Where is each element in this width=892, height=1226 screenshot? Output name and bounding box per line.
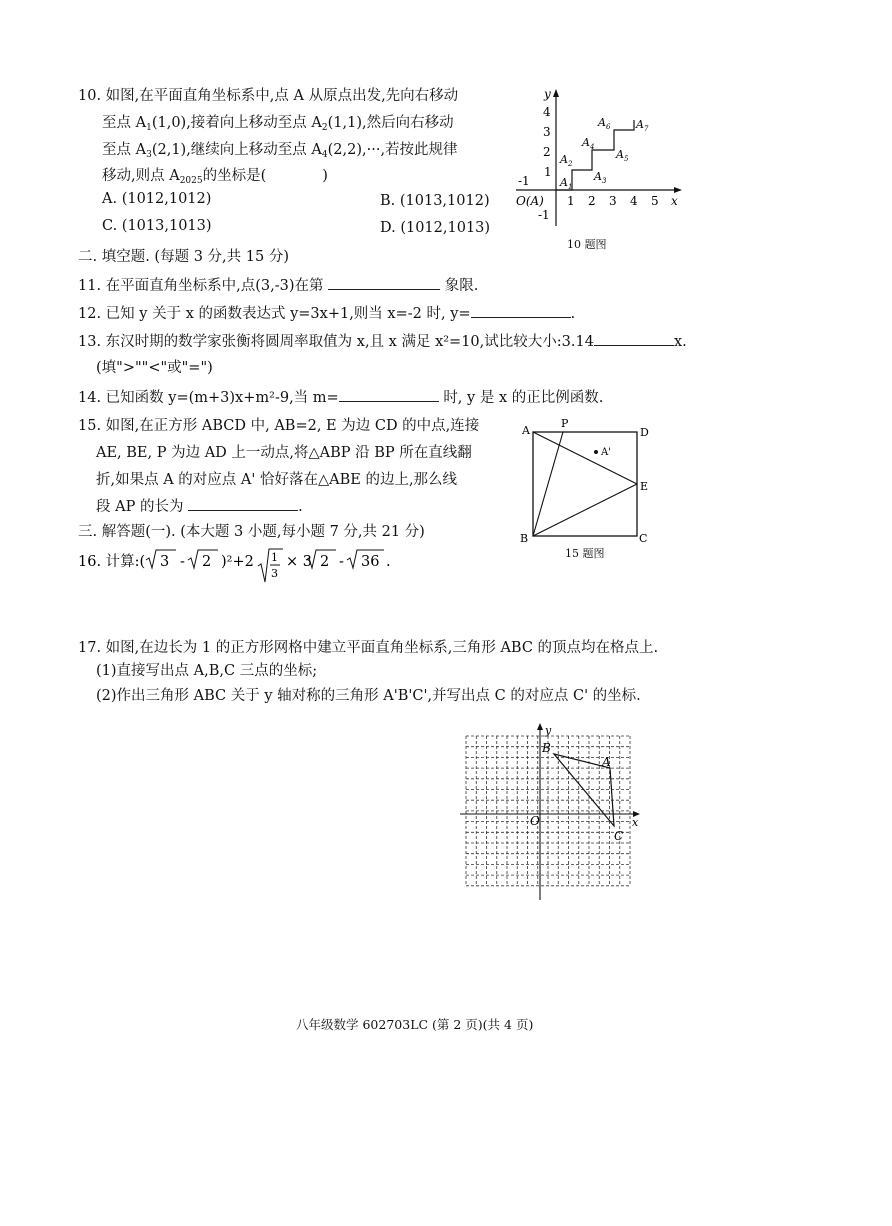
fig10-xtick: 2 [588, 194, 596, 208]
figure-15 [515, 416, 655, 546]
fig10-point-a2: $A_2$ [560, 153, 573, 168]
q16-frac-den: 3 [271, 567, 278, 580]
q10-option-d: D. (1012,1013) [380, 220, 491, 236]
q10-option-a: A. (1012,1012) [102, 191, 212, 207]
q17-part2: (2)作出三角形 ABC 关于 y 轴对称的三角形 A'B'C',并写出点 C 的对应点 C' 的坐标. [96, 688, 641, 704]
section-3-heading: 三. 解答题(一). (本大题 3 小题,每小题 7 分,共 21 分) [78, 524, 425, 540]
fig10-ytick: 3 [543, 125, 551, 139]
fig15-label-a: A [522, 424, 530, 437]
fig10-origin: O(A) [516, 194, 544, 208]
fig10-xtick: 4 [630, 194, 638, 208]
q16-minus: - [180, 554, 185, 570]
q16-prefix: 16. 计算:( [78, 554, 146, 570]
fig15-label-p: P [561, 417, 569, 430]
fig10-ytick: 2 [543, 145, 551, 159]
fig15-label-c: C [639, 532, 648, 545]
q16-minus2: - [339, 554, 344, 570]
fig15-label-d: D [640, 426, 649, 439]
figure-15-caption: 15 题图 [565, 547, 605, 560]
fig15-be [533, 484, 637, 536]
section-2-heading: 二. 填空题. (每题 3 分,共 15 分) [78, 249, 289, 265]
q14: 14. 已知函数 y=(m+3)x+m²-9,当 m= 时, y 是 x 的正比例函数. [78, 386, 603, 407]
fig17-label-b: B [542, 741, 551, 755]
fig10-xtick: 5 [651, 194, 659, 208]
q16-root2: 2 [202, 554, 212, 570]
fig10-point-a4: $A_4$ [582, 136, 595, 151]
q10-option-b: B. (1013,1012) [380, 193, 490, 209]
q15-line2: AE, BE, P 为边 AD 上一动点,将△ABP 沿 BP 所在直线翻 [96, 445, 472, 461]
q10-line1: 10. 如图,在平面直角坐标系中,点 A 从原点出发,先向右移动 [78, 88, 459, 104]
fig17-label-a: A [602, 755, 611, 769]
q16-mid: )²+2 [221, 554, 254, 570]
fig17-label-c: C [614, 829, 624, 843]
q15-line3: 折,如果点 A 的对应点 A' 恰好落在△ABE 的边上,那么线 [96, 472, 458, 488]
fig15-label-a-prime: A' [601, 447, 611, 458]
q11: 11. 在平面直角坐标系中,点(3,-3)在第 象限. [78, 274, 478, 295]
fig15-ae [533, 432, 637, 484]
q12: 12. 已知 y 关于 x 的函数表达式 y=3x+1,则当 x=-2 时, y= . [78, 302, 575, 323]
figure-10 [508, 86, 688, 236]
fig10-point-a3: $A_3$ [594, 170, 607, 185]
fig10-point-a1: $A_1$ [560, 176, 573, 191]
q16-root36: 36 [361, 554, 380, 570]
q15-line4: 段 AP 的长为 . [96, 495, 303, 516]
fig10-point-a7: $A_7$ [636, 118, 649, 133]
q10-line2: 至点 $A_1(1,0)$,接着向上移动至点 $A_2(1,1)$,然后向右移动 [102, 115, 454, 133]
q13-line2: (填">""<"或"=") [96, 360, 213, 376]
fig10-point-a6: $A_6$ [598, 116, 611, 131]
fig15-label-b: B [520, 532, 529, 545]
q17-line1: 17. 如图,在边长为 1 的正方形网格中建立平面直角坐标系,三角形 ABC 的顶点均在格点上. [78, 640, 659, 656]
figure-10-caption: 10 题图 [567, 238, 607, 251]
fig10-xtick: 1 [567, 194, 575, 208]
fig15-point-a-prime [594, 450, 598, 454]
fig17-origin: O [530, 814, 540, 828]
q10-option-c: C. (1013,1013) [102, 218, 212, 234]
fig10-xtick: 3 [609, 194, 617, 208]
q13: 13. 东汉时期的数学家张衡将圆周率取值为 x,且 x 满足 x²=10,试比较大小:3.14 x. [78, 330, 687, 351]
fig10-neg-one: -1 [518, 174, 530, 188]
fig10-ytick: 1 [544, 165, 552, 179]
fig10-point-a5: $A_5$ [616, 148, 629, 163]
fig17-x-label: x [632, 816, 639, 829]
figure-17 [458, 722, 648, 902]
q17-part1: (1)直接写出点 A,B,C 三点的坐标; [96, 663, 318, 679]
page-footer: 八年级数学 602703LC (第 2 页)(共 4 页) [296, 1017, 534, 1032]
q16-frac-num: 1 [271, 551, 278, 564]
fig10-ytick: -1 [538, 208, 550, 222]
q16-root2b: 2 [320, 554, 330, 570]
fig15-label-e: E [640, 480, 649, 493]
fig10-y-label: y [544, 87, 551, 101]
q10-line3: 至点 $A_3(2,1)$,继续向上移动至点 $A_4(2,2),\cdot\cdot\cdot$,若按此规律 [102, 142, 458, 160]
q10-line4: 移动,则点 $A_{2025}$的坐标是( ) [102, 168, 328, 186]
q16-end: . [386, 554, 391, 570]
fig17-y-label: y [545, 724, 552, 737]
fig10-ytick: 4 [543, 105, 551, 119]
q16-root3: 3 [160, 554, 170, 570]
fig10-x-label: x [671, 194, 678, 208]
fig15-bp [533, 432, 563, 536]
q15-line1: 15. 如图,在正方形 ABCD 中, AB=2, E 为边 CD 的中点,连接 [78, 418, 480, 434]
q16-times: × 3 [286, 554, 312, 570]
fig15-square [533, 432, 637, 536]
